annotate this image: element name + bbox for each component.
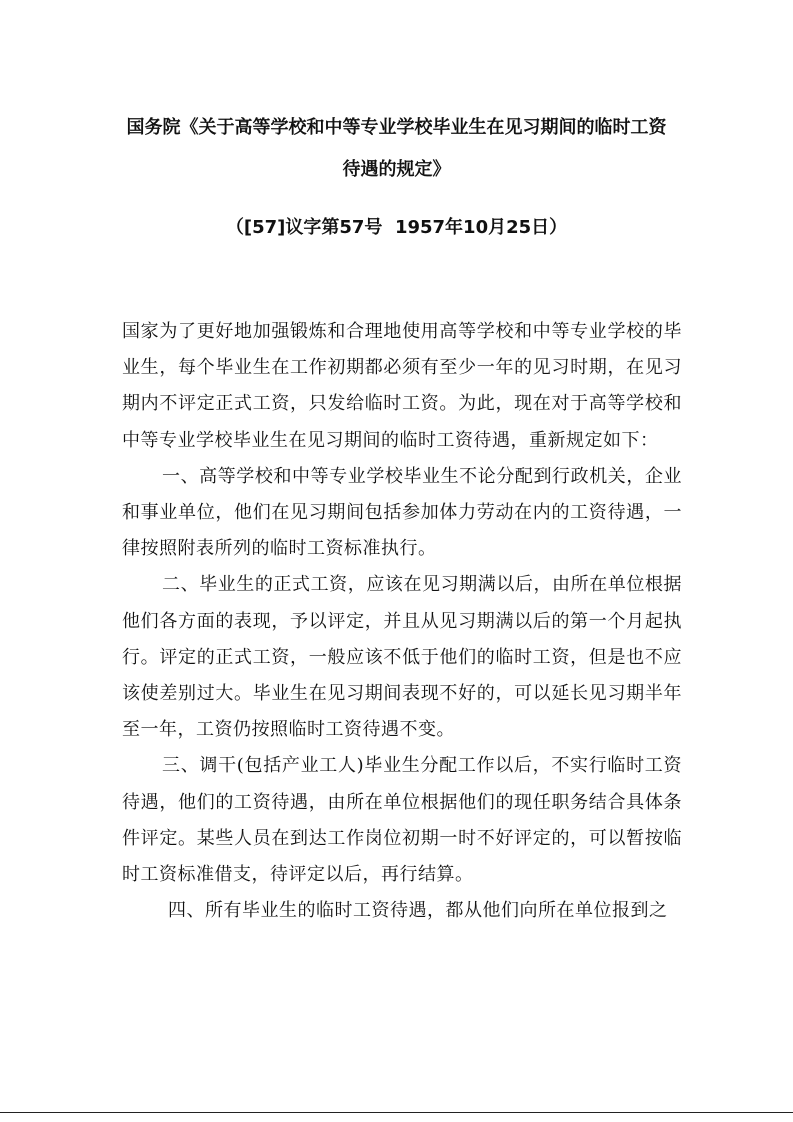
paragraph-article-3: 三、调干(包括产业工人)毕业生分配工作以后，不实行临时工资待遇，他们的工资待遇，由所在单位根据他们的现任职务结合具体条件评定。某些人员在到达工作岗位初期一时不好评定的，可以暂按临时工资标准借支，待评定以后，再行结算。 (122, 755, 682, 886)
document-subtitle: （[57]议字第57号 1957年10月25日） (225, 217, 568, 238)
paragraph-intro: 国家为了更好地加强锻炼和合理地使用高等学校和中等专业学校的毕业生，每个毕业生在工作初期都必须有至少一年的见习时期，在见习期内不评定正式工资，只发给临时工资。为此，现在对于高等学校和中等专业学校毕业生在见习期间的临时工资待遇，重新规定如下： (122, 321, 682, 451)
paragraph-article-2: 二、毕业生的正式工资，应该在见习期满以后，由所在单位根据他们各方面的表现，予以评定，并且从见习期满以后的第一个月起执行。评定的正式工资，一般应该不低于他们的临时工资，但是也不应该使差别过大。毕业生在见习期间表现不好的，可以延长见习期半年至一年，工资仍按照临时工资待遇不变。 (122, 574, 682, 741)
document-title-line-2: 待遇的规定》 (342, 159, 451, 180)
document-title-line-1: 国务院《关于高等学校和中等专业学校毕业生在见习期间的临时工资 (126, 117, 667, 138)
document-body (122, 314, 682, 929)
paragraph-article-1: 一、高等学校和中等专业学校毕业生不论分配到行政机关，企业和事业单位，他们在见习期间包括参加体力劳动在内的工资待遇，一律按照附表所列的临时工资标准执行。 (122, 465, 682, 560)
page-bottom-rule (0, 1112, 793, 1113)
paragraph-article-4: 四、所有毕业生的临时工资待遇，都从他们向所在单位报到之 (168, 900, 668, 922)
